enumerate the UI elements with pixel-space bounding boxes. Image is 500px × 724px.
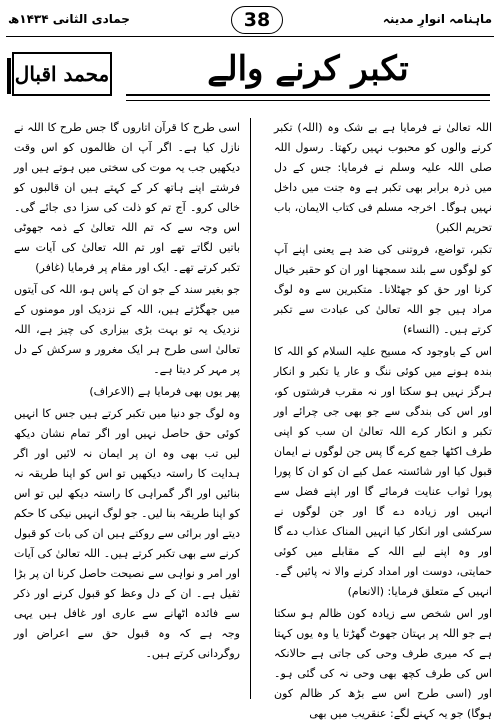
right-paragraph: تکبر، تواضع، فروتنی کی ضد ہے یعنی اپنے آپ کو لوگوں سے بلند سمجھنا اور ان کو حقیر خیال کرنا اور حق کو جھٹلانا۔ متکبرین سے وہ لوگ مراد ہیں جو اللہ تعالیٰ کی عبادت سے تکبر کرتے ہیں۔ (النساء)	[274, 243, 492, 336]
right-column	[274, 118, 492, 720]
page-number: 38	[231, 6, 283, 34]
title-row	[6, 46, 494, 108]
left-paragraph: اسی طرح کا قرآن اتاروں گا جس طرح کا اللہ نے نازل کیا ہے۔ اگر آپ ان ظالموں کو اس وقت دیکھیں جب یہ موت کی سختی میں ہوتے ہیں اور فرشتے اپنے ہاتھ کر کے کہتے ہیں ان قالبوں کو خالی کرو۔ آج تم کو ذلت کی سزا دی جائے گی۔ اس وجہ سے کہ تم اللہ تعالیٰ کے ذمہ جھوٹی باتیں لگاتے تھے اور تم اللہ تعالیٰ کی آیات سے تکبر کرتے تھے۔ ایک اور مقام پر فرمایا (غافر)	[14, 121, 240, 274]
magazine-name: ماہنامہ انوارِ مدینہ	[382, 12, 492, 26]
left-paragraph: جو بغیر سند کے جو ان کے پاس ہو، اللہ کی آیتوں میں جھگڑتے ہیں، اللہ کے نزدیک اور مومنوں کے نزدیک یہ تو بہت بڑی بیزاری کی چیز ہے، اللہ تعالیٰ اسی طرح ہر ایک مغرور و سرکش کے دل پر مہر کر دیتا ہے۔	[14, 283, 240, 376]
left-paragraph: پھر یوں بھی فرمایا ہے (الاعراف)	[89, 385, 240, 398]
title-underline	[126, 94, 490, 101]
left-paragraph: وہ لوگ جو دنیا میں تکبر کرتے ہیں جس کا انہیں کوئی حق حاصل نہیں اور اگر تمام نشان دیکھ لیں تب بھی وہ ان پر ایمان نہ لائیں اور اگر ہدایت کا راستہ دیکھیں تو اس کو اپنا طریقہ نہ بنائیں اور اگر گمراہی کا راستہ دیکھ لیں تو اس کو اپنا طریقہ بنا لیں۔ جو لوگ انہیں نیکی کا حکم دیتے اور برائی سے روکتے ہیں ان کی بات کو قبول کرنے سے بھی تکبر کرتے ہیں۔ اللہ تعالیٰ کی آیات اور امر و نواہی سے نصیحت حاصل کرنا ان پر بڑا ثقیل ہے۔ ان کے دل وعظ کو قبول کرنے اور ذکر سے فائدہ اٹھانے سے عاری اور غافل ہیں یہی وجہ ہے کہ وہ قبول حق سے اعراض اور روگردانی کرتے ہیں۔	[14, 407, 240, 660]
issue-date: جمادی الثانی ۱۴۳۴ھ	[8, 12, 130, 26]
right-paragraph: اللہ تعالیٰ نے فرمایا ہے بے شک وہ (اللہ) تکبر کرنے والوں کو محبوب نہیں رکھتا۔ رسول اللہ صلی اللہ علیہ وسلم نے فرمایا: جس کے دل میں ذرہ برابر بھی تکبر ہے وہ جنت میں داخل نہیں ہوگا۔ اخرجہ مسلم فی کتاب الایمان، باب تحریم الکبر)	[274, 121, 492, 234]
author-name: محمد اقبال	[12, 52, 112, 96]
right-paragraph: اس کے باوجود کہ مسیح علیہ السلام کو اللہ کا بندہ ہونے میں کوئی ننگ و عار یا تکبر و انکار ہرگز نہیں ہو سکتا اور نہ مقرب فرشتوں کو، اور اس کی بندگی سے جو بھی جی چرائے اور تکبر و انکار کرے اللہ تعالیٰ ان سب کو اپنی طرف اکٹھا جمع کرے گا پس جن لوگوں نے ایمان قبول کیا اور شائستہ عمل کیے ان کو ان کا پورا پورا ثواب عنایت فرمائے گا اور اپنے فضل سے انہیں اور زیادہ دے گا اور جن لوگوں نے سرکشی اور انکار کیا انہیں المناک عذاب دے گا اور وہ اپنے لیے اللہ کے مقابلے میں کوئی حمایتی، دوست اور امداد کرنے والا نہ پائیں گے۔ انہیں کے متعلق فرمایا: (الانعام)	[274, 345, 492, 598]
right-paragraph: اور اس شخص سے زیادہ کون ظالم ہو سکتا ہے جو اللہ پر بہتان جھوٹ گھڑتا یا وہ یوں کہتا ہے کہ میری طرف وحی کی جاتی ہے حالانکہ اس کی طرف کچھ بھی وحی نہ کی گئی ہو۔ اور (اسی طرح اس سے بڑھ کر ظالم کون ہوگا) جو یہ کہنے لگے: عنقریب میں بھی	[274, 607, 492, 720]
column-divider	[250, 118, 251, 699]
left-column	[14, 118, 240, 703]
page-header	[6, 4, 494, 37]
article-title: تکبر کرنے والے	[207, 49, 409, 89]
